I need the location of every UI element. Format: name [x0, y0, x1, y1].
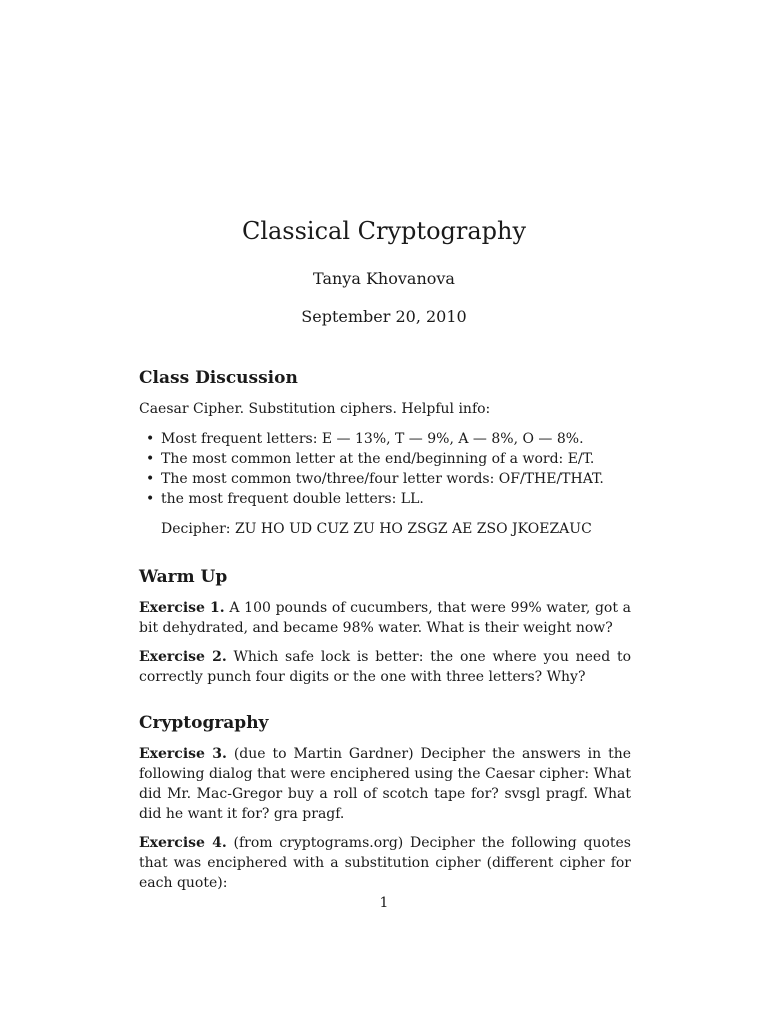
list-item: [146, 489, 631, 509]
class-discussion-intro: Caesar Cipher. Substitution ciphers. Helpful info:: [139, 401, 491, 417]
list-item-text: The most common letter at the end/beginning of a word: E/T.: [161, 451, 595, 467]
list-item-text: The most common two/three/four letter words: OF/THE/THAT.: [161, 471, 604, 487]
bullet-icon: •: [146, 491, 155, 507]
list-item: [146, 449, 631, 469]
exercise-text: A 100 pounds of cucumbers, that were 99% water, got a bit dehydrated, and became 98% water. What is their weight now?: [139, 600, 632, 636]
exercise-1: [139, 598, 631, 638]
document-body: [139, 366, 631, 902]
section-warm-up: [139, 565, 631, 687]
list-item-text: the most frequent double letters: LL.: [161, 491, 424, 507]
section-heading-warm-up: Warm Up: [139, 567, 228, 587]
list-item-text: Most frequent letters: E — 13%, T — 9%, A — 8%, O — 8%.: [161, 431, 584, 447]
document-author: Tanya Khovanova: [313, 269, 455, 288]
exercise-4: [139, 833, 631, 893]
exercise-text: (from cryptograms.org) Decipher the following quotes that was enciphered with a substitution cipher (different cipher for each quote):: [139, 835, 631, 891]
exercise-label: Exercise 4.: [139, 835, 227, 851]
section-class-discussion: [139, 366, 631, 539]
section-heading-cryptography: Cryptography: [139, 713, 269, 733]
section-cryptography: [139, 711, 631, 893]
exercise-2: [139, 647, 631, 687]
list-item: [146, 469, 631, 489]
section-heading-class-discussion: Class Discussion: [139, 368, 298, 388]
decipher-line: Decipher: ZU HO UD CUZ ZU HO ZSGZ AE ZSO JKOEZAUC: [161, 521, 592, 537]
exercise-label: Exercise 3.: [139, 746, 227, 762]
list-item: [146, 429, 631, 449]
exercise-text: (due to Martin Gardner) Decipher the answers in the following dialog that were enciphered using the Caesar cipher: What did Mr. Mac-Gregor buy a roll of scotch tape for? svsgl pragf. What did he want it for? gra pragf.: [139, 746, 632, 822]
page-number: 1: [379, 895, 389, 911]
exercise-3: [139, 744, 631, 824]
helpful-info-list: [139, 429, 631, 509]
bullet-icon: •: [146, 471, 155, 487]
exercise-label: Exercise 2.: [139, 649, 227, 665]
exercise-text: Which safe lock is better: the one where you need to correctly punch four digits or the one with three letters? Why?: [139, 649, 632, 685]
bullet-icon: •: [146, 451, 155, 467]
bullet-icon: •: [146, 431, 155, 447]
document-title: Classical Cryptography: [241, 217, 527, 245]
exercise-label: Exercise 1.: [139, 600, 225, 616]
document-date: September 20, 2010: [301, 307, 467, 326]
